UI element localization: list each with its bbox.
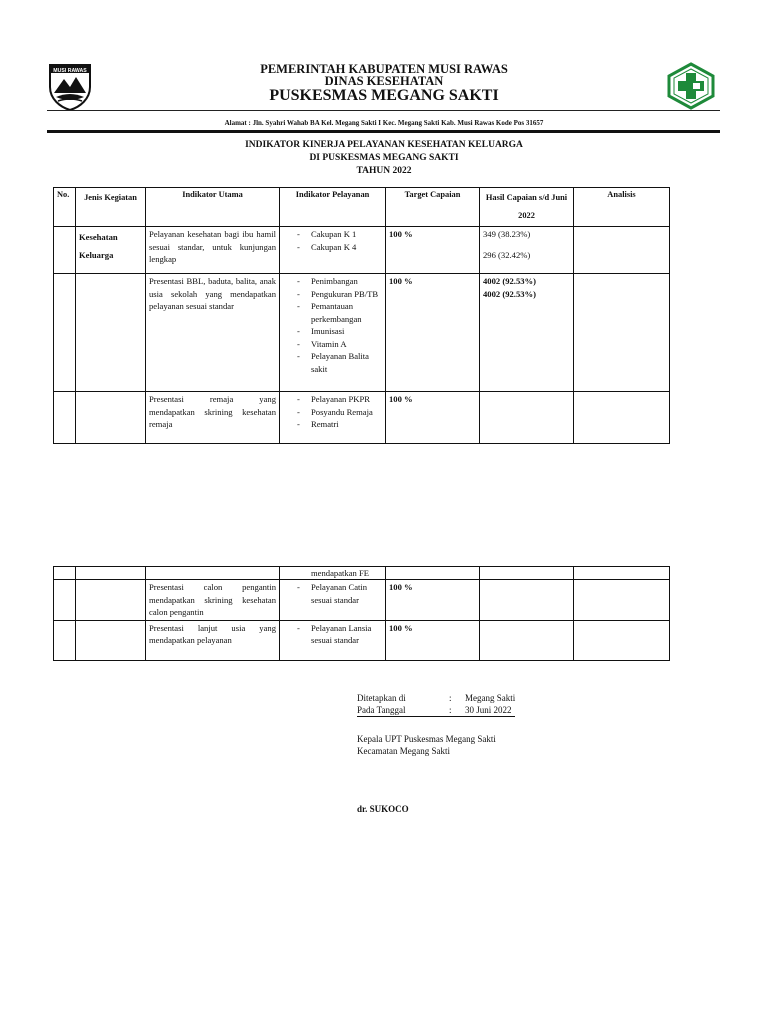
header-address: Alamat : Jln. Syahri Wahab BA Kel. Megang Sakti I Kec. Megang Sakti Kab. Musi Rawas Kode Pos 31657 (224, 119, 544, 127)
tanggal-label: Pada Tanggal (357, 705, 406, 715)
header-rule-thin (47, 110, 720, 111)
row-indikator-utama: Presentasi BBL, baduta, balita, anak usia sekolah yang mendapatkan pelayanan sesuai standar (146, 274, 280, 392)
row-indikator-pelayanan (280, 580, 386, 621)
hasil-value: 4002 (92.53%) (483, 276, 536, 286)
col-header-jenis: Jenis Kegiatan (76, 188, 146, 227)
row-target: 100 % (386, 392, 480, 444)
header-department: DINAS KESEHATAN (324, 74, 444, 88)
row-hasil (480, 274, 574, 392)
row-hasil (480, 392, 574, 444)
hasil-k4: 296 (32.42%) (483, 249, 531, 260)
col-header-analisis: Analisis (574, 188, 670, 227)
table-header-row (54, 188, 670, 227)
col-header-utama: Indikator Utama (146, 188, 280, 227)
table-row (54, 620, 670, 660)
list-item: - Cakupan K 4 (283, 241, 382, 254)
col-header-pelayanan: Indikator Pelayanan (280, 188, 386, 227)
row-analisis (574, 392, 670, 444)
row-hasil (480, 227, 574, 274)
jabatan-line2: Kecamatan Megang Sakti (357, 746, 450, 756)
row-target: 100 % (386, 274, 480, 392)
puskesmas-logo (666, 62, 716, 110)
row-indikator-utama: Pelayanan kesehatan bagi ibu hamil sesuai standar, untuk kunjungan lengkap (146, 227, 280, 274)
hasil-value: 4002 (92.53%) (483, 288, 536, 299)
row-indikator-pelayanan (280, 392, 386, 444)
row-indikator-utama: Presentasi calon pengantin mendapatkan skrining kesehatan calon pengantin (146, 580, 280, 621)
row-indikator-pelayanan (280, 620, 386, 660)
col-header-no: No. (54, 188, 76, 227)
doc-title-line3: TAHUN 2022 (356, 166, 412, 176)
row-target: 100 % (386, 620, 480, 660)
list-item: - Imunisasi (283, 325, 382, 338)
row-analisis (574, 274, 670, 392)
doc-title-line2: DI PUSKESMAS MEGANG SAKTI (309, 153, 459, 163)
continued-text: mendapatkan FE (280, 567, 386, 580)
list-item: - Cakupan K 1 (283, 228, 382, 241)
doc-title-line1: INDIKATOR KINERJA PELAYANAN KESEHATAN KELUARGA (245, 140, 523, 150)
table-row (54, 392, 670, 444)
list-item: - Pengukuran PB/TB (283, 288, 382, 301)
list-item: - Posyandu Remaja (283, 406, 382, 419)
table-row (54, 567, 670, 580)
row-indikator-pelayanan (280, 227, 386, 274)
signatory-name: dr. SUKOCO (357, 804, 409, 814)
list-item: - Pemantauan perkembangan (283, 300, 382, 325)
logo-text: MUSI RAWAS (53, 68, 87, 74)
ditetapkan-row (357, 692, 515, 704)
hasil-k1: 349 (38.23%) (483, 229, 531, 239)
list-item: - Vitamin A (283, 338, 382, 351)
header-rule-thick (47, 130, 720, 133)
row-jenis: Kesehatan Keluarga (76, 227, 146, 274)
col-header-hasil: Hasil Capaian s/d Juni 2022 (480, 188, 574, 227)
list-item: - Pelayanan Catin sesuai standar (283, 581, 382, 606)
ditetapkan-value: Megang Sakti (465, 693, 516, 703)
indicator-table-continued (53, 566, 670, 661)
indicator-table (53, 187, 670, 444)
list-item: - Pelayanan Lansia sesuai standar (283, 622, 382, 647)
row-indikator-pelayanan (280, 274, 386, 392)
row-target: 100 % (386, 580, 480, 621)
list-item: - Penimbangan (283, 275, 382, 288)
list-item: - Rematri (283, 418, 382, 431)
row-indikator-utama: Presentasi lanjut usia yang mendapatkan pelayanan (146, 620, 280, 660)
row-target: 100 % (386, 227, 480, 274)
list-item: - Pelayanan PKPR (283, 393, 382, 406)
table-row (54, 274, 670, 392)
tanggal-row (357, 704, 515, 717)
header-government: PEMERINTAH KABUPATEN MUSI RAWAS (260, 62, 508, 76)
tanggal-value: 30 Juni 2022 (465, 705, 512, 715)
colon: : (449, 705, 452, 715)
table-row (54, 227, 670, 274)
list-item: - Pelayanan Balita sakit (283, 350, 382, 375)
ditetapkan-label: Ditetapkan di (357, 693, 406, 703)
row-indikator-utama: Presentasi remaja yang mendapatkan skrining kesehatan remaja (146, 392, 280, 444)
row-analisis (574, 227, 670, 274)
jabatan-line1: Kepala UPT Puskesmas Megang Sakti (357, 734, 496, 744)
col-header-target: Target Capaian (386, 188, 480, 227)
colon: : (449, 693, 452, 703)
signature-block (357, 692, 515, 815)
header-puskesmas: PUSKESMAS MEGANG SAKTI (269, 87, 499, 104)
table-row (54, 580, 670, 621)
